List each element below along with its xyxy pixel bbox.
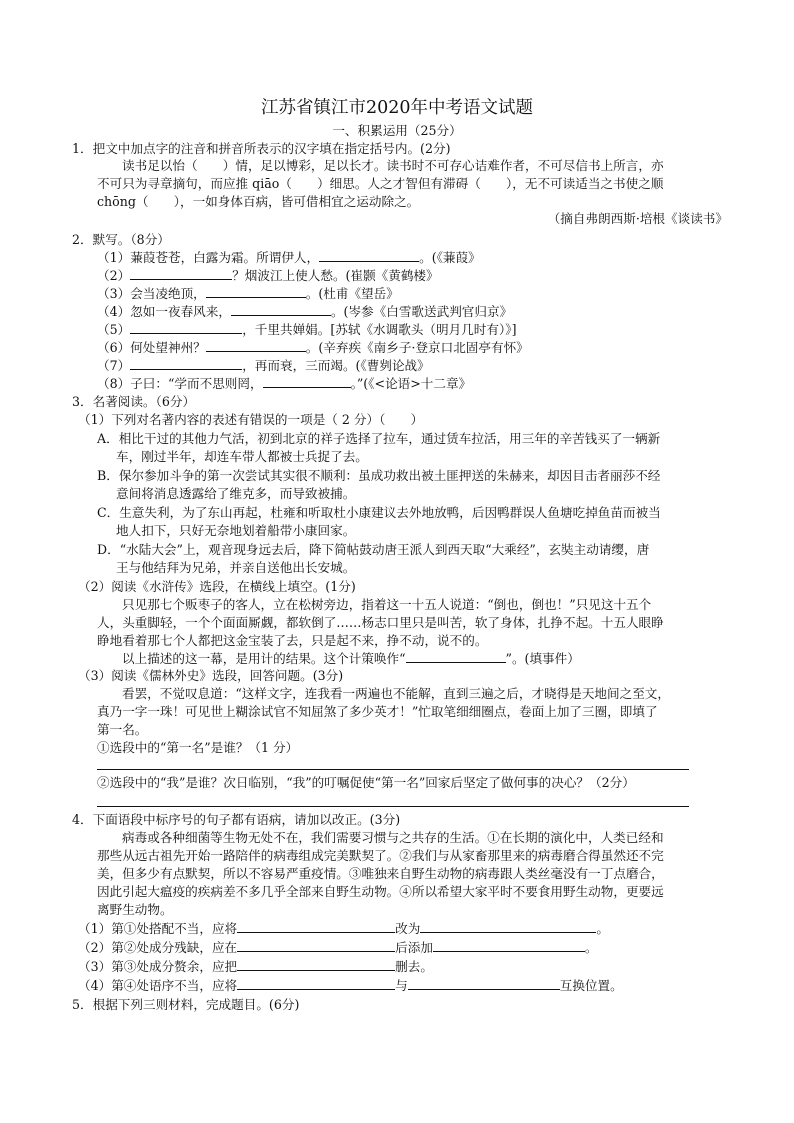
answer-blank[interactable]: [237, 977, 395, 990]
q3-heading: 3．名著阅读。（6分）: [72, 394, 196, 409]
answer-line[interactable]: [97, 769, 689, 770]
q1-heading: 1．把文中加点字的注音和拼音所表示的汉字填在指定括号内。(2分): [72, 141, 451, 156]
q2-item-text: （5）: [97, 322, 131, 337]
q2-item-text: ，千里共婵娟。[苏轼《水调歌头（明月几时有）》]: [242, 322, 517, 337]
answer-blank[interactable]: [206, 339, 306, 352]
option-d[interactable]: D．“水陆大会”上，观音现身远去后，降下简帖鼓动唐王派人到西天取“大乘经”，玄奘主动请缨，唐: [97, 542, 650, 557]
answer-blank[interactable]: [319, 249, 419, 262]
answer-blank[interactable]: [406, 650, 506, 663]
fill-prompt-end: ”。(填事件）: [505, 651, 580, 666]
correction-text: 互换位置。: [559, 978, 623, 993]
correction-text: 。: [584, 940, 598, 955]
correction-text: （3）第③处成分赘余，应把: [78, 959, 238, 974]
answer-blank[interactable]: [206, 285, 306, 298]
passage-line: 离野生动物。: [97, 902, 173, 917]
q2-item: [97, 321, 517, 339]
q2-item: [97, 267, 439, 285]
q2-item: [97, 249, 481, 267]
answer-blank[interactable]: [237, 939, 395, 952]
passage-line: 人，头重脚轻，一个个面面厮觑，都软倒了……杨志口里只是叫苦，软了身体，扎挣不起。十五人眼睁: [97, 615, 664, 630]
correction-text: （2）第②处成分残缺，应在: [78, 940, 238, 955]
q2-item-text: （1）蒹葭苍苍，白露为霜。所谓伊人，: [97, 250, 320, 265]
q3-part2-heading: （2）阅读《水浒传》选段，在横线上填空。(1分): [78, 579, 356, 594]
answer-blank[interactable]: [130, 267, 232, 280]
passage-line: 第一名。: [97, 722, 148, 737]
q2-item-text: ？烟波江上使人愁。(崔颢《黄鹤楼》: [232, 268, 439, 283]
q2-item: [97, 285, 399, 303]
answer-line[interactable]: [97, 806, 689, 807]
passage-line: 那些从远古祖先开始一路陪伴的病毒组成完美默契了。②我们与从家畜那里来的病毒磨合得虽然还不完: [97, 848, 664, 863]
q4-heading: 4．下面语段中标序号的句子都有语病，请加以改正。(3分): [72, 812, 401, 827]
answer-blank[interactable]: [433, 939, 585, 952]
option-b[interactable]: B．保尔参加斗争的第一次尝试其实很不顺利：虽成功救出被土匪押送的朱赫来，却因目击者丽莎不经: [97, 468, 661, 483]
passage-line: 睁地看着那七个人都把这金宝装了去，只是起不来，挣不动，说不的。: [97, 633, 488, 648]
answer-blank[interactable]: [237, 958, 395, 971]
section-heading: 一、积累运用（25分）: [332, 123, 462, 138]
sub-question: ①选段中的“第一名”是谁？（1 分）: [97, 740, 299, 755]
option-b-cont: 意间将消息透露给了维克多，而导致被捕。: [116, 486, 356, 501]
q2-heading: 2．默写。（8分）: [72, 232, 170, 247]
passage-line: 只见那七个贩枣子的客人，立在松树旁边，指着这一十五人说道：“倒也，倒也！”只见这十五个: [122, 597, 652, 612]
q2-item-text: （3）会当凌绝顶，: [97, 286, 206, 301]
page-title: 江苏省镇江市2020年中考语文试题: [260, 98, 534, 118]
option-a[interactable]: A．相比干过的其他力气活，初到北京的祥子选择了拉车，通过赁车拉活，用三年的辛苦钱买了一辆新: [97, 431, 661, 446]
option-d-cont: 王与他结拜为兄弟，并亲自送他出长安城。: [116, 560, 356, 575]
q2-item-text: 。(杜甫《望岳》: [305, 286, 399, 301]
q2-item-text: （8）子曰：“学而不思则罔，: [97, 376, 263, 391]
passage-line: 真乃一字一珠！可见世上糊涂试官不知屈煞了多少英才！”忙取笔细细圈点，卷面上加了三圈，即填了: [97, 704, 658, 719]
option-a-cont: 车，刚过半年，却连车带人都被士兵捉了去。: [116, 449, 368, 464]
correction-item: [78, 977, 623, 995]
option-c-cont: 地人扣下，只好无奈地划着船带小康回家。: [116, 523, 356, 538]
q2-item-text: ，再而衰，三而竭。(《曹刿论战》: [242, 358, 430, 373]
q2-item-text: （2）: [97, 268, 131, 283]
answer-blank[interactable]: [130, 321, 242, 334]
correction-text: 删去。: [395, 959, 433, 974]
correction-item: [78, 920, 609, 938]
answer-blank[interactable]: [408, 977, 560, 990]
q2-item-text: 。(辛弃疾《南乡子·登京口北固亭有怀》: [305, 340, 529, 355]
passage-line: 美，但多少有点默契，所以不容易严重疫情。③唯独来自野生动物的病毒跟人类丝毫没有一丁点磨合，: [97, 866, 664, 881]
correction-text: （1）第①处搭配不当，应将: [78, 921, 238, 936]
q5-heading: 5．根据下列三则材料，完成题目。(6分): [72, 997, 300, 1012]
correction-text: （4）第④处语序不当，应将: [78, 978, 238, 993]
answer-blank[interactable]: [130, 357, 242, 370]
fill-prompt: 以上描述的这一幕，是用计的结果。这个计策唤作“: [122, 651, 406, 666]
correction-text: 改为: [395, 921, 421, 936]
answer-blank[interactable]: [231, 303, 331, 316]
q1-text-line: 不可只为寻章摘句，而应推 qiāo（ ）细思。人之才智但有滞碍（ ），无不可读适当之书使之顺: [97, 176, 664, 191]
sub-question: ②选段中的“我”是谁？次日临别，“我”的叮嘱促使“第一名”回家后坚定了做何事的决心？（2分）: [97, 775, 635, 790]
correction-item: [78, 939, 598, 957]
correction-text: 后添加: [395, 940, 433, 955]
correction-text: 。: [596, 921, 609, 936]
correction-text: 与: [395, 978, 408, 993]
q2-item: [97, 357, 430, 375]
answer-blank[interactable]: [263, 375, 351, 388]
q2-item-text: 。”(《<论语>十二章》: [350, 376, 472, 391]
q3-part3-heading: （3）阅读《儒林外史》选段，回答问题。(3分): [78, 668, 344, 683]
q2-item-text: （6）何处望神州？: [97, 340, 206, 355]
q1-text-line: chōng（ ），一如身体百病，皆可借相宜之运动除之。: [97, 194, 420, 209]
q2-item-text: 。(岑参《白雪歌送武判官归京》: [330, 304, 513, 319]
q2-item-text: （7）: [97, 358, 131, 373]
q1-text-line: 读书足以怡（ ）情，足以博彩，足以长才。读书时不可存心诘难作者，不可尽信书上所言，亦: [122, 158, 664, 173]
q2-item-text: （4）忽如一夜春风来，: [97, 304, 231, 319]
q3-part1-heading: （1）下列对名著内容的表述有错误的一项是（ 2 分）（ ）: [78, 412, 424, 427]
q1-source: （摘自弗朗西斯·培根《谈读书》: [547, 211, 728, 226]
passage-line: 看罢，不觉叹息道：“这样文字，连我看一两遍也不能解，直到三遍之后，才晓得是天地间之至文，: [122, 686, 670, 701]
q2-item: [97, 339, 529, 357]
q2-item: [97, 375, 471, 393]
correction-item: [78, 958, 433, 976]
passage-line: [122, 650, 580, 668]
q2-item: [97, 303, 512, 321]
option-c[interactable]: C．生意失利，为了东山再起，杜雍和听取杜小康建议去外地放鸭，后因鸭群误人鱼塘吃掉鱼苗而被当: [97, 505, 661, 520]
answer-blank[interactable]: [420, 920, 596, 933]
answer-blank[interactable]: [237, 920, 395, 933]
passage-line: 因此引起大瘟疫的疾病差不多几乎全部来自野生动物。④所以希望大家平时不要食用野生动物，更要远: [97, 884, 664, 899]
passage-line: 病毒或各种细菌等生物无处不在，我们需要习惯与之共存的生活。①在长期的演化中，人类已经和: [122, 830, 664, 845]
q2-item-text: 。(《蒹葭》: [419, 250, 481, 265]
